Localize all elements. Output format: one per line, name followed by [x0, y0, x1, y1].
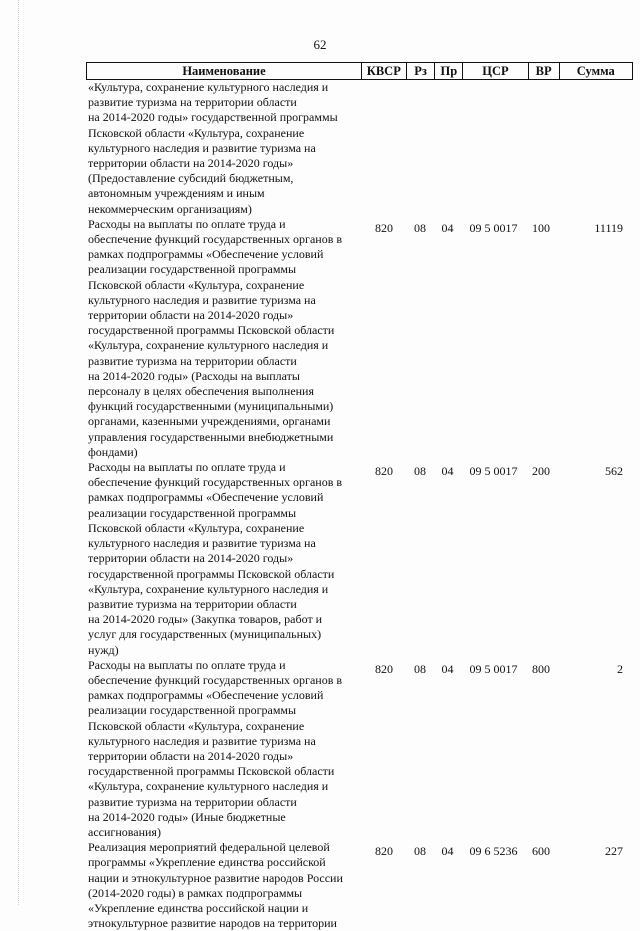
name-line: культурного наследия и развитие туризма на: [88, 292, 316, 307]
cell-kvsr: 820: [375, 464, 393, 479]
cell-name: [86, 80, 362, 217]
cell-csr: 09 5 0017: [469, 661, 518, 676]
cell-kvsr: 820: [375, 844, 393, 859]
name-line: нации и этнокультурное развитие народов России: [88, 870, 343, 885]
name-line: обеспечение функций государственных органов в: [88, 475, 343, 490]
header-pr: Пр: [435, 63, 463, 79]
cell-vr: 800: [532, 661, 550, 676]
name-line: рамках подпрограммы «Обеспечение условий: [88, 490, 324, 505]
name-line: Расходы на выплаты по оплате труда и: [88, 216, 286, 231]
table-row: [86, 217, 633, 460]
name-line: территории области на 2014-2020 годы»: [88, 156, 294, 171]
name-line: Псковской области «Культура, сохранение: [88, 718, 305, 733]
name-line: культурного наследия и развитие туризма на: [88, 140, 316, 155]
cell-sum: 562: [605, 464, 623, 479]
name-line: Псковской области «Культура, сохранение: [88, 125, 305, 140]
cell-pr: 04: [441, 220, 454, 235]
cell-csr: [461, 80, 526, 217]
name-line: (2014-2020 годы) в рамках подпрограммы: [88, 885, 303, 900]
name-line: Расходы на выплаты по оплате труда и: [88, 657, 286, 672]
cell-sum: 2: [617, 661, 623, 676]
name-line: развитие туризма на территории области: [88, 353, 297, 368]
cell-csr: 09 5 0017: [469, 220, 518, 235]
name-line: органами, казенными учреждениями, органами: [88, 414, 331, 429]
table-row: [86, 80, 633, 217]
cell-sum: 227: [605, 844, 623, 859]
cell-kvsr: 820: [375, 220, 393, 235]
name-line: на 2014-2020 годы» государственной программы: [88, 110, 338, 125]
name-line: «Культура, сохранение культурного наследия и: [88, 581, 329, 596]
name-line: (Предоставление субсидий бюджетным,: [88, 171, 294, 186]
table-row: [86, 460, 633, 658]
header-rz: Рз: [407, 63, 436, 79]
cell-vr: [526, 80, 556, 217]
name-line: культурного наследия и развитие туризма на: [88, 536, 316, 551]
name-line: «Культура, сохранение культурного наследия и: [88, 80, 329, 94]
name-line: государственной программы Псковской области: [88, 764, 335, 779]
header-vr: ВР: [529, 63, 560, 79]
table-row: [86, 658, 633, 840]
name-line: развитие туризма на территории области: [88, 794, 297, 809]
name-line: услуг для государственных (муниципальных): [88, 627, 322, 642]
header-sum: Сумма: [576, 64, 615, 78]
name-line: обеспечение функций государственных органов в: [88, 232, 343, 247]
name-line: ассигнования): [88, 824, 161, 839]
name-line: территории области на 2014-2020 годы»: [88, 748, 294, 763]
name-line: рамках подпрограммы «Обеспечение условий: [88, 247, 324, 262]
cell-csr: 09 6 5236: [469, 844, 518, 859]
name-line: территории области на 2014-2020 годы»: [88, 308, 294, 323]
name-line: «Культура, сохранение культурного наследия и: [88, 338, 329, 353]
table-body: [86, 80, 633, 931]
name-line: на 2014-2020 годы» (Иные бюджетные: [88, 809, 286, 824]
name-line: Псковской области «Культура, сохранение: [88, 520, 305, 535]
name-line: некоммерческим организациям): [88, 201, 252, 216]
scan-edge: [18, 0, 19, 905]
cell-sum: [556, 80, 629, 217]
cell-name: [86, 460, 362, 658]
name-line: на 2014-2020 годы» (Закупка товаров, работ и: [88, 612, 323, 627]
cell-rz: 08: [414, 220, 426, 235]
name-line: государственной программы Псковской области: [88, 566, 335, 581]
cell-rz: 08: [414, 661, 426, 676]
cell-sum: 11119: [594, 220, 623, 235]
cell-pr: 04: [441, 464, 454, 479]
name-line: развитие туризма на территории области: [88, 95, 297, 110]
cell-name: [86, 840, 362, 931]
cell-kvsr: 820: [375, 661, 393, 676]
cell-name: [86, 217, 362, 460]
header-name: Наименование: [87, 63, 362, 79]
name-line: «Культура, сохранение культурного наследия и: [88, 779, 329, 794]
cell-vr: 200: [532, 464, 550, 479]
name-line: рамках подпрограммы «Обеспечение условий: [88, 688, 324, 703]
name-line: программы «Укрепление единства российской: [88, 855, 326, 870]
name-line: государственной программы Псковской области: [88, 323, 335, 338]
name-line: развитие туризма на территории области: [88, 596, 297, 611]
cell-rz: 08: [414, 464, 426, 479]
name-line: автономным учреждениям и иным: [88, 186, 265, 201]
name-line: культурного наследия и развитие туризма на: [88, 733, 316, 748]
cell-kvsr: [362, 80, 406, 217]
cell-rz: [406, 80, 434, 217]
name-line: реализации государственной программы: [88, 703, 297, 718]
page-number: 62: [313, 37, 327, 52]
name-line: реализации государственной программы: [88, 505, 297, 520]
cell-name: [86, 658, 362, 840]
header-csr: ЦСР: [463, 63, 529, 79]
cell-rz: 08: [414, 844, 426, 859]
cell-pr: 04: [441, 661, 454, 676]
name-line: нужд): [88, 642, 119, 657]
budget-table: [86, 62, 633, 931]
name-line: Псковской области «Культура, сохранение: [88, 277, 305, 292]
cell-vr: 100: [532, 220, 550, 235]
header-kvsr: КВСР: [362, 63, 407, 79]
cell-pr: 04: [441, 844, 454, 859]
name-line: территории области на 2014-2020 годы»: [88, 551, 294, 566]
cell-pr: [434, 80, 461, 217]
name-line: функций государственными (муниципальными): [88, 399, 334, 414]
name-line: «Укрепление единства российской нации и: [88, 900, 309, 915]
cell-csr: 09 5 0017: [469, 464, 518, 479]
name-line: на 2014-2020 годы» (Расходы на выплаты: [88, 368, 300, 383]
name-line: фондами): [88, 444, 138, 459]
name-line: управления государственными внебюджетными: [88, 429, 334, 444]
name-line: реализации государственной программы: [88, 262, 297, 277]
name-line: Реализация мероприятий федеральной целевой: [88, 840, 330, 855]
table-header: [86, 62, 633, 80]
name-line: обеспечение функций государственных органов в: [88, 672, 343, 687]
cell-vr: 600: [532, 844, 550, 859]
name-line: Расходы на выплаты по оплате труда и: [88, 460, 286, 475]
table-row: [86, 840, 633, 931]
name-line: персоналу в целях обеспечения выполнения: [88, 384, 315, 399]
name-line: этнокультурное развитие народов на территории: [88, 916, 337, 931]
